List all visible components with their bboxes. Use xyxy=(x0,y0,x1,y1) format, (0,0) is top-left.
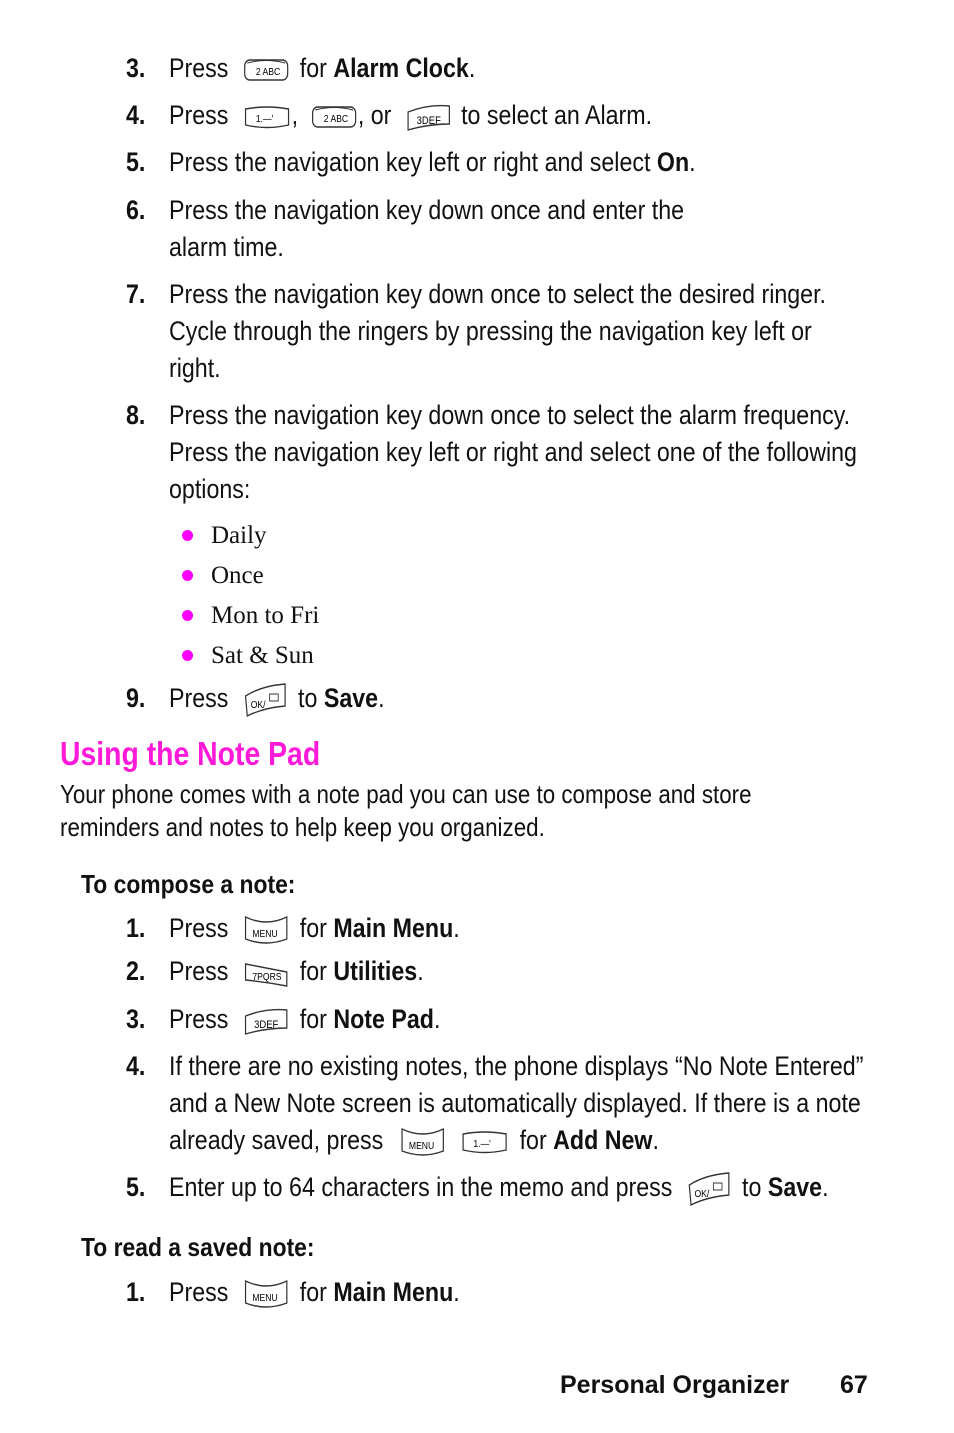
step-number: 5. xyxy=(126,1172,146,1202)
section-title: Using the Note Pad xyxy=(60,735,321,772)
key-ok-icon xyxy=(243,682,286,718)
step-text: Enter up to 64 characters in the memo and press OK/ to Save. xyxy=(169,1169,829,1207)
bullet-icon xyxy=(182,570,193,581)
key-1-icon xyxy=(462,1128,508,1156)
step-number: 1. xyxy=(126,1277,146,1307)
step-text: already saved, press MENU 1.—' for Add New. xyxy=(169,1122,659,1159)
step-text: Press MENU for Main Menu. xyxy=(169,910,460,947)
key-1-icon xyxy=(243,103,289,131)
intro-line: reminders and notes to help keep you organized. xyxy=(60,812,545,842)
key-2abc-icon xyxy=(311,104,356,130)
key-3def-icon xyxy=(406,102,451,132)
step-text: Press 3DEF for Note Pad. xyxy=(169,1004,441,1034)
step-text: Press MENU for Main Menu. xyxy=(169,1274,460,1311)
step-text: Press the navigation key left or right and select On. xyxy=(169,147,696,177)
bullet-icon xyxy=(182,610,193,621)
step-text-line: If there are no existing notes, the phone displays “No Note Entered” xyxy=(169,1051,864,1081)
step-number: 4. xyxy=(126,1051,146,1081)
svg-text:OK/: OK/ xyxy=(250,699,266,711)
step-text-line: Press the navigation key down once and enter the xyxy=(169,195,685,225)
svg-text:3DEF: 3DEF xyxy=(416,115,441,128)
svg-text:1.—': 1.—' xyxy=(473,1138,491,1150)
svg-text:MENU: MENU xyxy=(252,928,278,940)
step-number: 9. xyxy=(126,683,146,713)
page-number: 67 xyxy=(840,1371,868,1399)
step-text-line: alarm time. xyxy=(169,232,284,262)
step-text-line: and a New Note screen is automatically displayed. If there is a note xyxy=(169,1088,861,1118)
step-text: Press OK/ to Save. xyxy=(169,680,385,718)
compose-title: To compose a note: xyxy=(81,869,296,899)
key-7pqrs-icon xyxy=(243,958,288,988)
step-number: 7. xyxy=(126,279,146,309)
step-text-line: Press the navigation key down once to select the desired ringer. xyxy=(169,279,826,309)
svg-text:2 ABC: 2 ABC xyxy=(323,113,348,125)
key-menu-icon xyxy=(243,1277,288,1311)
step-number: 8. xyxy=(126,400,146,430)
step-text-line: Cycle through the ringers by pressing the navigation key left or xyxy=(169,316,812,346)
step-number: 2. xyxy=(126,956,146,986)
footer-section: Personal Organizer xyxy=(560,1371,790,1399)
step-text-line: options: xyxy=(169,474,251,504)
step-text-line: Press the navigation key down once to select the alarm frequency. xyxy=(169,400,851,430)
svg-text:MENU: MENU xyxy=(252,1292,278,1304)
svg-text:1.—': 1.—' xyxy=(255,113,273,125)
key-3def-icon xyxy=(243,1006,288,1036)
key-menu-icon xyxy=(400,1125,445,1159)
svg-text:7PQRS: 7PQRS xyxy=(252,971,282,983)
step-number: 5. xyxy=(126,147,146,177)
step-number: 6. xyxy=(126,195,146,225)
svg-text:MENU: MENU xyxy=(408,1140,434,1152)
key-menu-icon xyxy=(243,913,288,947)
step-text: Press 2 ABC for Alarm Clock. xyxy=(169,53,476,83)
step-text-line: right. xyxy=(169,353,221,383)
bullet-icon xyxy=(182,530,193,541)
step-text-line: Press the navigation key left or right and select one of the following xyxy=(169,437,857,467)
key-2abc-icon xyxy=(243,57,288,83)
step-text: Press 1.—' , 2 ABC , or 3DEF to select an Alarm. xyxy=(169,100,653,130)
bullet-icon xyxy=(182,650,193,661)
step-number: 3. xyxy=(126,1004,146,1034)
step-text: Press 7PQRS for Utilities. xyxy=(169,956,424,986)
svg-text:OK/: OK/ xyxy=(694,1188,710,1200)
svg-text:2 ABC: 2 ABC xyxy=(255,66,280,78)
step-number: 4. xyxy=(126,100,146,130)
step-number: 1. xyxy=(126,913,146,943)
svg-text:3DEF: 3DEF xyxy=(253,1019,278,1032)
intro-line: Your phone comes with a note pad you can use to compose and store xyxy=(60,779,752,809)
key-ok-icon xyxy=(687,1171,730,1207)
read-title: To read a saved note: xyxy=(81,1232,315,1262)
step-number: 3. xyxy=(126,53,146,83)
